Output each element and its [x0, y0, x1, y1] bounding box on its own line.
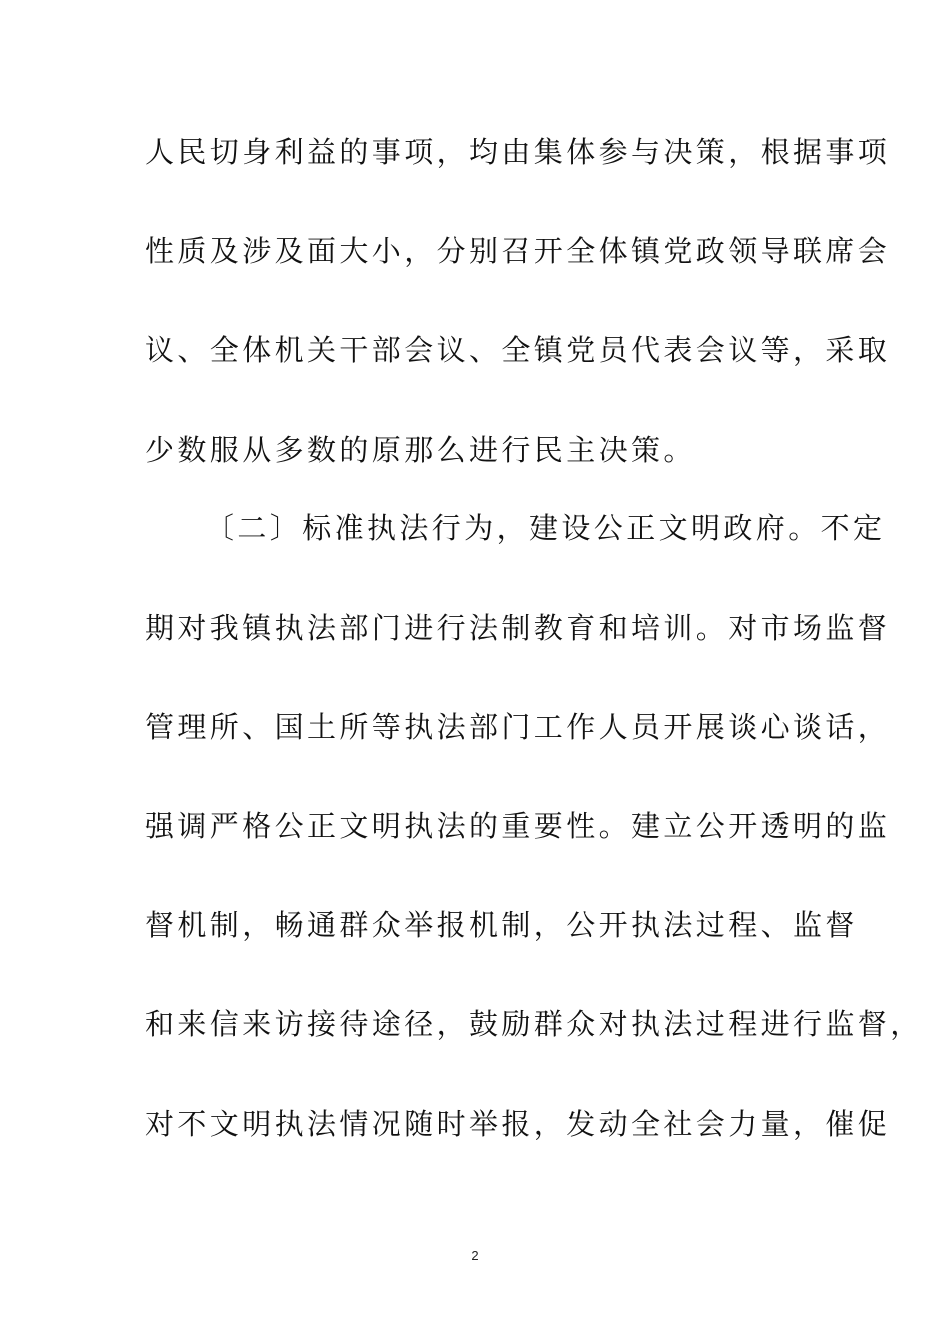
page-number: 2 — [471, 1248, 479, 1263]
body-text-line: 管理所、国土所等执法部门工作人员开展谈心谈话， — [145, 710, 891, 744]
body-text-line: 和来信来访接待途径，鼓励群众对执法过程进行监督， — [145, 1007, 923, 1041]
body-text-line: 议、全体机关干部会议、全镇党员代表会议等，采取 — [145, 333, 891, 367]
body-text-line: 少数服从多数的原那么进行民主决策。 — [145, 433, 696, 467]
body-text-line: 对不文明执法情况随时举报，发动全社会力量，催促 — [145, 1107, 891, 1141]
body-text-line: 人民切身利益的事项，均由集体参与决策，根据事项 — [145, 135, 891, 169]
body-text-line: 督机制，畅通群众举报机制，公开执法过程、监督 — [145, 908, 858, 942]
body-text-line: 强调严格公正文明执法的重要性。建立公开透明的监 — [145, 809, 891, 843]
section-heading-line: 〔二〕标准执法行为，建设公正文明政府。不定 — [205, 511, 886, 545]
body-text-line: 性质及涉及面大小，分别召开全体镇党政领导联席会 — [145, 234, 891, 268]
body-text-line: 期对我镇执法部门进行法制教育和培训。对市场监督 — [145, 611, 891, 645]
